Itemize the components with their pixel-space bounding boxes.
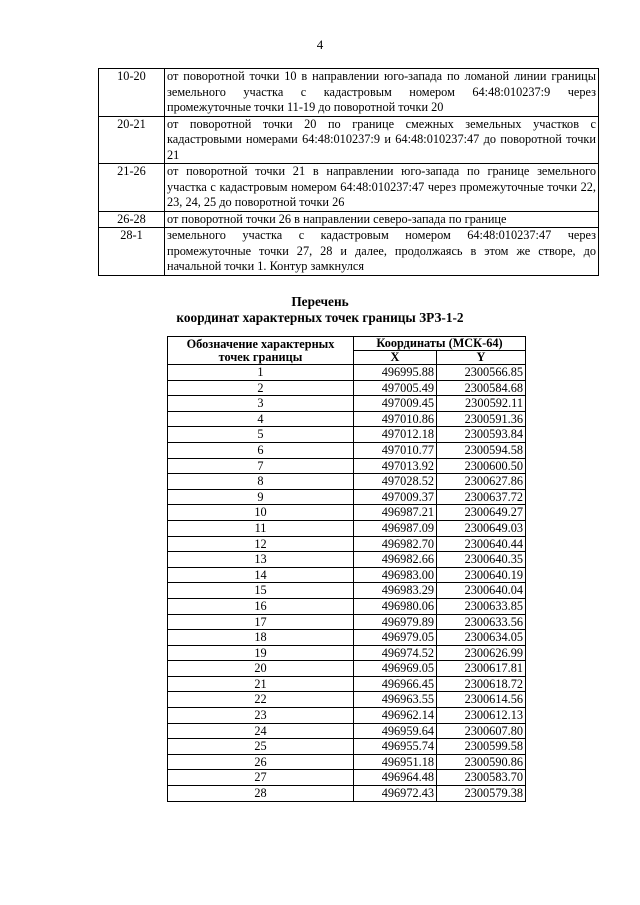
point-cell: 25 — [168, 739, 354, 755]
table-row — [168, 739, 526, 755]
x-cell: 496979.89 — [354, 614, 437, 630]
x-cell: 496964.48 — [354, 770, 437, 786]
coordinates-body — [168, 365, 526, 802]
table-row — [168, 474, 526, 490]
x-cell: 496951.18 — [354, 754, 437, 770]
x-cell: 496966.45 — [354, 676, 437, 692]
table-row — [99, 69, 599, 117]
table-row — [99, 164, 599, 212]
y-cell: 2300594.58 — [437, 442, 526, 458]
table-row — [168, 427, 526, 443]
segment-cell: 28-1 — [99, 228, 165, 276]
y-cell: 2300614.56 — [437, 692, 526, 708]
table-row — [168, 380, 526, 396]
y-cell: 2300640.35 — [437, 552, 526, 568]
point-cell: 22 — [168, 692, 354, 708]
table-row — [99, 228, 599, 276]
table-row — [99, 211, 599, 228]
segment-cell: 20-21 — [99, 116, 165, 164]
table-row — [168, 442, 526, 458]
y-cell: 2300590.86 — [437, 754, 526, 770]
table-row — [168, 458, 526, 474]
y-cell: 2300583.70 — [437, 770, 526, 786]
header-coords: Координаты (МСК-64) — [354, 337, 526, 351]
list-title-line2: координат характерных точек границы ЗРЗ-1-2 — [176, 310, 464, 325]
x-cell: 497028.52 — [354, 474, 437, 490]
table-row — [168, 692, 526, 708]
table-row — [168, 567, 526, 583]
y-cell: 2300612.13 — [437, 708, 526, 724]
table-row — [168, 396, 526, 412]
table-row — [168, 630, 526, 646]
table-row — [168, 520, 526, 536]
list-title-line1: Перечень — [291, 294, 349, 309]
table-row — [168, 583, 526, 599]
y-cell: 2300627.86 — [437, 474, 526, 490]
x-cell: 496995.88 — [354, 365, 437, 381]
page-number: 4 — [316, 37, 324, 52]
x-cell: 496974.52 — [354, 645, 437, 661]
y-cell: 2300626.99 — [437, 645, 526, 661]
table-row — [99, 116, 599, 164]
point-cell: 11 — [168, 520, 354, 536]
point-cell: 21 — [168, 676, 354, 692]
point-cell: 3 — [168, 396, 354, 412]
table-row — [168, 661, 526, 677]
y-cell: 2300591.36 — [437, 411, 526, 427]
x-cell: 496983.29 — [354, 583, 437, 599]
point-cell: 9 — [168, 489, 354, 505]
x-cell: 496959.64 — [354, 723, 437, 739]
y-cell: 2300566.85 — [437, 365, 526, 381]
x-cell: 496962.14 — [354, 708, 437, 724]
point-cell: 28 — [168, 786, 354, 802]
table-row — [168, 770, 526, 786]
description-cell: от поворотной точки 26 в направлении северо-запада по границе — [165, 211, 599, 228]
x-cell: 496963.55 — [354, 692, 437, 708]
x-cell: 497009.37 — [354, 489, 437, 505]
point-cell: 14 — [168, 567, 354, 583]
x-cell: 496972.43 — [354, 786, 437, 802]
coordinates-table — [167, 336, 526, 802]
list-title — [0, 294, 640, 326]
y-cell: 2300649.27 — [437, 505, 526, 521]
point-cell: 26 — [168, 754, 354, 770]
segment-cell: 10-20 — [99, 69, 165, 117]
point-cell: 19 — [168, 645, 354, 661]
point-cell: 24 — [168, 723, 354, 739]
x-cell: 496979.05 — [354, 630, 437, 646]
table-row — [168, 723, 526, 739]
table-row — [168, 708, 526, 724]
x-cell: 496969.05 — [354, 661, 437, 677]
description-cell: от поворотной точки 10 в направлении юго-запада по ломаной линии границы земельного участка с кадастровым номером 64:48:010237:9 через промежуточные точки 11-19 до поворотной точки 20 — [165, 69, 599, 117]
description-cell: земельного участка с кадастровым номером 64:48:010237:47 через промежуточные точки 27, 28 и далее, продолжаясь в этом же створе, до начальной точки 1. Контур замкнулся — [165, 228, 599, 276]
table-row — [168, 754, 526, 770]
y-cell: 2300617.81 — [437, 661, 526, 677]
x-cell: 497013.92 — [354, 458, 437, 474]
point-cell: 18 — [168, 630, 354, 646]
y-cell: 2300584.68 — [437, 380, 526, 396]
point-cell: 23 — [168, 708, 354, 724]
x-cell: 496980.06 — [354, 598, 437, 614]
description-cell: от поворотной точки 20 по границе смежных земельных участков с кадастровыми номерами 64:48:010237:9 и 64:48:010237:47 до поворотной точки 21 — [165, 116, 599, 164]
point-cell: 8 — [168, 474, 354, 490]
table-row — [168, 411, 526, 427]
point-cell: 6 — [168, 442, 354, 458]
x-cell: 496982.70 — [354, 536, 437, 552]
y-cell: 2300599.58 — [437, 739, 526, 755]
y-cell: 2300600.50 — [437, 458, 526, 474]
point-cell: 5 — [168, 427, 354, 443]
point-cell: 15 — [168, 583, 354, 599]
point-cell: 10 — [168, 505, 354, 521]
header-y: Y — [437, 351, 526, 365]
table-row — [168, 614, 526, 630]
table-row — [168, 505, 526, 521]
y-cell: 2300649.03 — [437, 520, 526, 536]
y-cell: 2300593.84 — [437, 427, 526, 443]
point-cell: 7 — [168, 458, 354, 474]
x-cell: 496983.00 — [354, 567, 437, 583]
x-cell: 497010.86 — [354, 411, 437, 427]
point-cell: 12 — [168, 536, 354, 552]
y-cell: 2300640.19 — [437, 567, 526, 583]
y-cell: 2300579.38 — [437, 786, 526, 802]
point-cell: 13 — [168, 552, 354, 568]
point-cell: 17 — [168, 614, 354, 630]
point-cell: 16 — [168, 598, 354, 614]
y-cell: 2300640.04 — [437, 583, 526, 599]
y-cell: 2300637.72 — [437, 489, 526, 505]
segment-cell: 26-28 — [99, 211, 165, 228]
x-cell: 497010.77 — [354, 442, 437, 458]
x-cell: 497005.49 — [354, 380, 437, 396]
y-cell: 2300633.56 — [437, 614, 526, 630]
table-row — [168, 489, 526, 505]
x-cell: 496987.21 — [354, 505, 437, 521]
x-cell: 496955.74 — [354, 739, 437, 755]
y-cell: 2300634.05 — [437, 630, 526, 646]
table-row — [168, 365, 526, 381]
table-row — [168, 676, 526, 692]
x-cell: 496987.09 — [354, 520, 437, 536]
table-row — [168, 552, 526, 568]
point-cell: 20 — [168, 661, 354, 677]
x-cell: 497012.18 — [354, 427, 437, 443]
y-cell: 2300618.72 — [437, 676, 526, 692]
x-cell: 497009.45 — [354, 396, 437, 412]
segment-cell: 21-26 — [99, 164, 165, 212]
point-cell: 2 — [168, 380, 354, 396]
table-row — [168, 536, 526, 552]
point-cell: 27 — [168, 770, 354, 786]
table-row — [168, 786, 526, 802]
y-cell: 2300640.44 — [437, 536, 526, 552]
point-cell: 1 — [168, 365, 354, 381]
boundary-description-table — [98, 68, 599, 276]
point-cell: 4 — [168, 411, 354, 427]
header-point: Обозначение характерных точек границы — [168, 337, 354, 365]
y-cell: 2300633.85 — [437, 598, 526, 614]
table-row — [168, 598, 526, 614]
x-cell: 496982.66 — [354, 552, 437, 568]
header-x: X — [354, 351, 437, 365]
description-cell: от поворотной точки 21 в направлении юго-запада по границе земельного участка с кадастровым номером 64:48:010237:47 через промежуточные точки 22, 23, 24, 25 до поворотной точки 26 — [165, 164, 599, 212]
table-header-row — [168, 337, 526, 351]
y-cell: 2300607.80 — [437, 723, 526, 739]
table-row — [168, 645, 526, 661]
y-cell: 2300592.11 — [437, 396, 526, 412]
